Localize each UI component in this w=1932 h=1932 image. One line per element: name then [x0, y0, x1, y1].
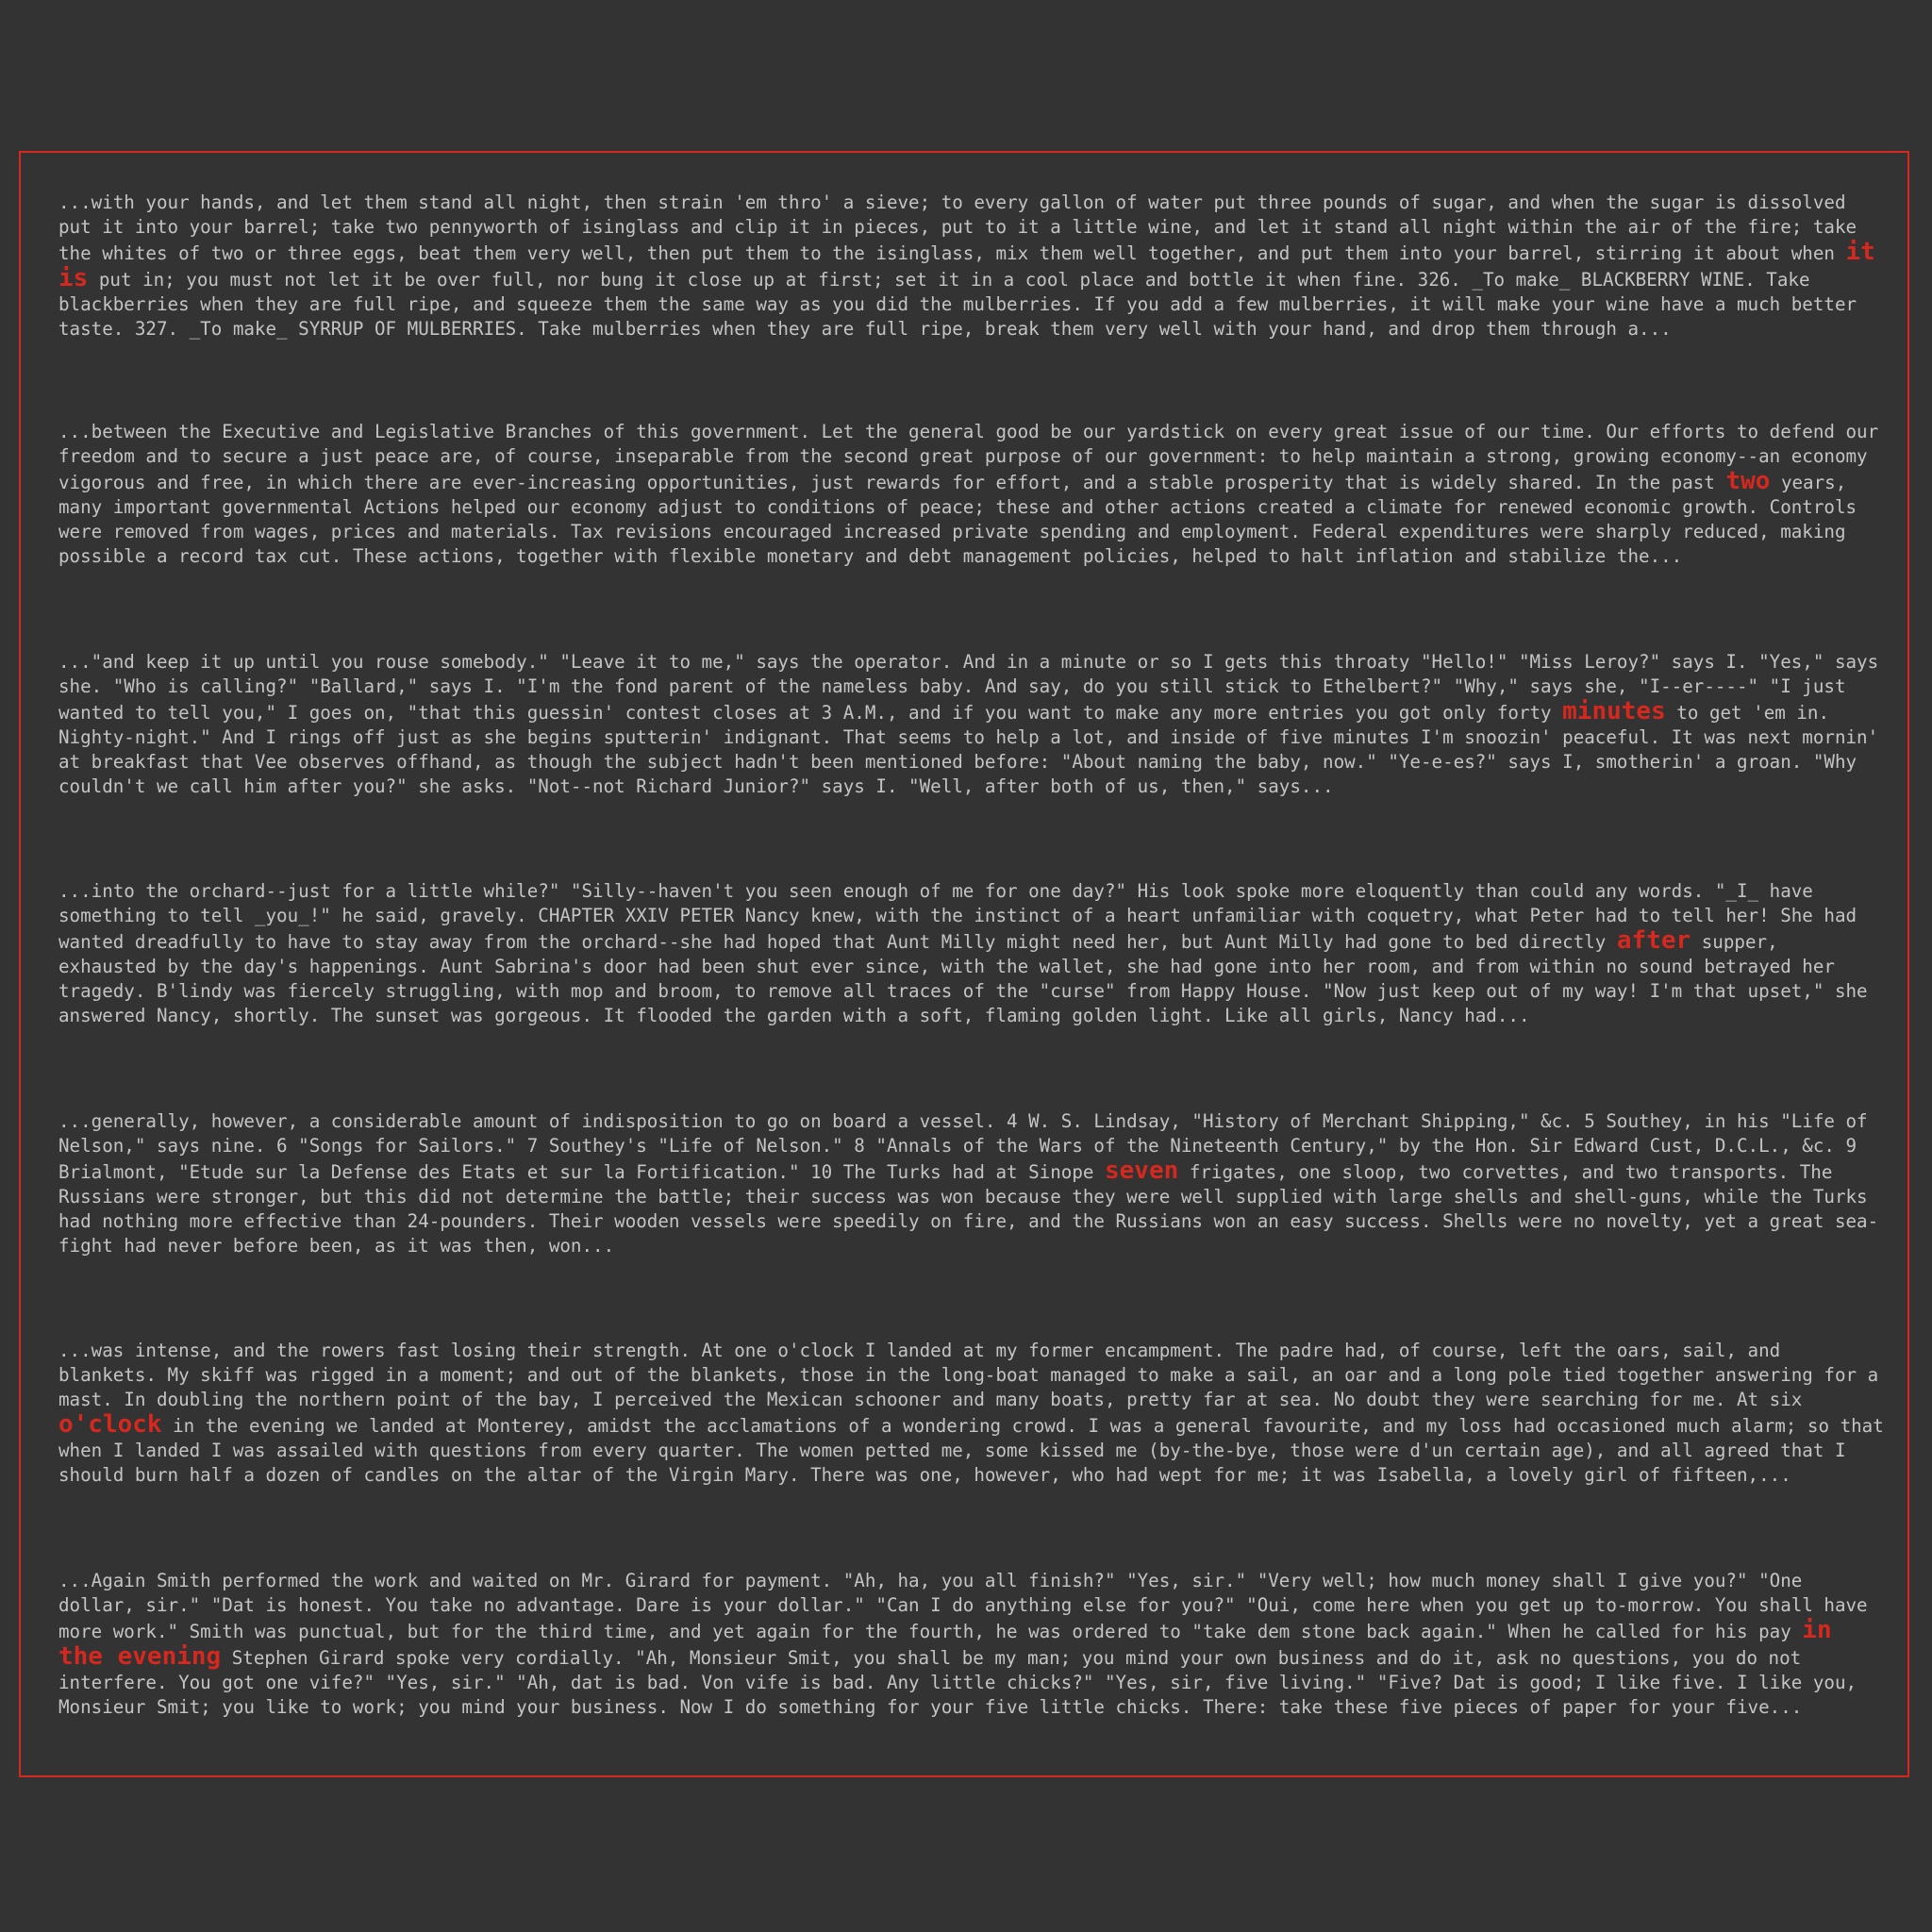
passage-text: in the evening we landed at Monterey, amidst the acclamations of a wondering crowd. I was a general favourite, and my loss had occasioned much alarm; so that when I landed I was assailed with questions from every quarter. The women petted me, some kissed me (by-the-bye, those were d'un certain age), and all agreed that I should burn half a dozen of candles on the altar of the Virgin Mary. There was one, however, who had wept for me; it was Isabella, a lovely girl of fifteen,...	[58, 1415, 1884, 1486]
highlighted-phrase: it is	[58, 238, 1875, 292]
passage-text: put in; you must not let it be over full, nor bung it close up at first; set it in a cool place and bottle it when fine. 326. _To make_ BLACKBERRY WINE. Take blackberries when they are full ripe, and squeeze them the same way as you did the mulberries. If you add a few mulberries, it will make your wine have a much better taste. 327. _To make_ SYRRUP OF MULBERRIES. Take mulberries when they are full ripe, break them very well with your hand, and drop them through a...	[58, 269, 1857, 340]
passage-text: ...between the Executive and Legislative Branches of this government. Let the general good be our yardstick on every great issue of our time. Our efforts to defend our freedom and to secure a just peace are, of course, inseparable from the second great purpose of our government: to help maintain a strong, growing economy--an economy vigorous and free, in which there are ever-increasing opportunities, just rewards for effort, and a stable prosperity that is widely shared. In the past	[58, 421, 1879, 493]
passage-text: Stephen Girard spoke very cordially. "Ah, Monsieur Smit, you shall be my man; you mind your own business and do it, ask no questions, you do not interfere. You got one vife?" "Yes, sir." "Ah, dat is bad. Von vife is bad. Any little chicks?" "Yes, sir, five living." "Five? Dat is good; I like five. I like you, Monsieur Smit; you like to work; you mind your business. Now I do something for your five little chicks. There: take these five pieces of paper for your five...	[58, 1647, 1857, 1718]
passage-5	[58, 1109, 1884, 1258]
passage-text: ...generally, however, a considerable amount of indisposition to go on board a vessel. 4 W. S. Lindsay, "History of Merchant Shipping," &c. 5 Southey, in his "Life of Nelson," says nine. 6 "Songs for Sailors." 7 Southey's "Life of Nelson." 8 "Annals of the Wars of the Nineteenth Century," by the Hon. Sir Edward Cust, D.C.L., &c. 9 Brialmont, "Etude sur la Defense des Etats et sur la Fortification." 10 The Turks had at Sinope	[58, 1110, 1868, 1183]
highlighted-phrase: minutes	[1562, 697, 1666, 725]
passage-6	[58, 1339, 1884, 1488]
passage-text: years, many important governmental Actions helped our economy adjust to conditions of peace; these and other actions created a climate for renewed economic growth. Controls were removed from wages, prices and materials. Tax revisions encouraged increased private spending and employment. Federal expenditures were sharply reduced, making possible a record tax cut. These actions, together with flexible monetary and debt management policies, helped to halt inflation and stabilize the...	[58, 472, 1857, 567]
passage-text: ..."and keep it up until you rouse somebody." "Leave it to me," says the operator. And in a minute or so I gets this throaty "Hello!" "Miss Leroy?" says I. "Yes," says she. "Who is calling?" "Ballard," says I. "I'm the fond parent of the nameless baby. And say, do you still stick to Ethelbert?" "Why," says she, "I--er----" "I just wanted to tell you," I goes on, "that this guessin' contest closes at 3 A.M., and if you want to make any more entries you got only forty	[58, 651, 1879, 724]
passage-text: ...was intense, and the rowers fast losing their strength. At one o'clock I landed at my former encampment. The padre had, of course, left the oars, sail, and blankets. My skiff was rigged in a moment; and out of the blankets, those in the long-boat managed to make a sail, an oar and a long pole tied together answering for a mast. In doubling the northern point of the bay, I perceived the Mexican schooner and many boats, pretty far at sea. No doubt they were searching for me. At six	[58, 1340, 1879, 1410]
highlighted-phrase: after	[1616, 926, 1691, 955]
highlighted-phrase: two	[1725, 467, 1771, 495]
passage-text: frigates, one sloop, two corvettes, and two transports. The Russians were stronger, but this did not determine the battle; their success was won because they were well supplied with large shells and shell-guns, while the Turks had nothing more effective than 24-pounders. Their wooden vessels were speedily on fire, and the Russians won an easy success. Shells were no novelty, yet a great sea-fight had never before been, as it was then, won...	[58, 1161, 1879, 1257]
passage-2	[58, 420, 1884, 569]
passage-7	[58, 1569, 1884, 1720]
passage-text: ...into the orchard--just for a little while?" "Silly--haven't you seen enough of me for one day?" His look spoke more eloquently than could any words. "_I_ have something to tell _you_!" he said, gravely. CHAPTER XXIV PETER Nancy knew, with the instinct of a heart unfamiliar with coquetry, what Peter had to tell her! She had wanted dreadfully to have to stay away from the orchard--she had hoped that Aunt Milly might need her, but Aunt Milly had gone to bed directly	[58, 880, 1857, 953]
highlighted-phrase: seven	[1104, 1157, 1179, 1185]
highlighted-phrase: o'clock	[58, 1410, 162, 1439]
passage-text: to get 'em in. Nighty-night." And I rings off just as she begins sputterin' indignant. That seems to help a lot, and inside of five minutes I'm snoozin' peaceful. It was next mornin' at breakfast that Vee observes offhand, as though the subject hadn't been mentioned before: "About naming the baby, now." "Ye-e-es?" says I, smotherin' a groan. "Why couldn't we call him after you?" she asks. "Not--not Richard Junior?" says I. "Well, after both of us, then," says...	[58, 702, 1879, 797]
passage-3	[58, 650, 1884, 799]
passage-text: supper, exhausted by the day's happenings. Aunt Sabrina's door had been shut ever since, with the wallet, she had gone into her room, and from within no sound betrayed her tragedy. B'lindy was fiercely struggling, with mop and broom, to remove all traces of the "curse" from Happy House. "Now just keep out of my way! I'm that upset," she answered Nancy, shortly. The sunset was gorgeous. It flooded the garden with a soft, flaming golden light. Like all girls, Nancy had...	[58, 931, 1868, 1026]
passage-4	[58, 879, 1884, 1028]
passage-1	[58, 191, 1884, 341]
highlighted-phrase: in the evening	[58, 1616, 1832, 1671]
passage-text: ...Again Smith performed the work and waited on Mr. Girard for payment. "Ah, ha, you all finish?" "Yes, sir." "Very well; how much money shall I give you?" "One dollar, sir." "Dat is honest. You take no advantage. Dare is your dollar." "Can I do anything else for you?" "Oui, come here when you get up to-morrow. You shall have more work." Smith was punctual, but for the third time, and yet again for the fourth, he was ordered to "take dem stone back again." When he called for his pay	[58, 1570, 1868, 1642]
passage-text: ...with your hands, and let them stand all night, then strain 'em thro' a sieve; to every gallon of water put three pounds of sugar, and when the sugar is dissolved put it into your barrel; take two pennyworth of isinglass and clip it in pieces, put to it a little wine, and let it stand all night within the air of the fire; take the whites of two or three eggs, beat them very well, then put them to the isinglass, mix them well together, and put them into your barrel, stirring it about when	[58, 192, 1857, 264]
